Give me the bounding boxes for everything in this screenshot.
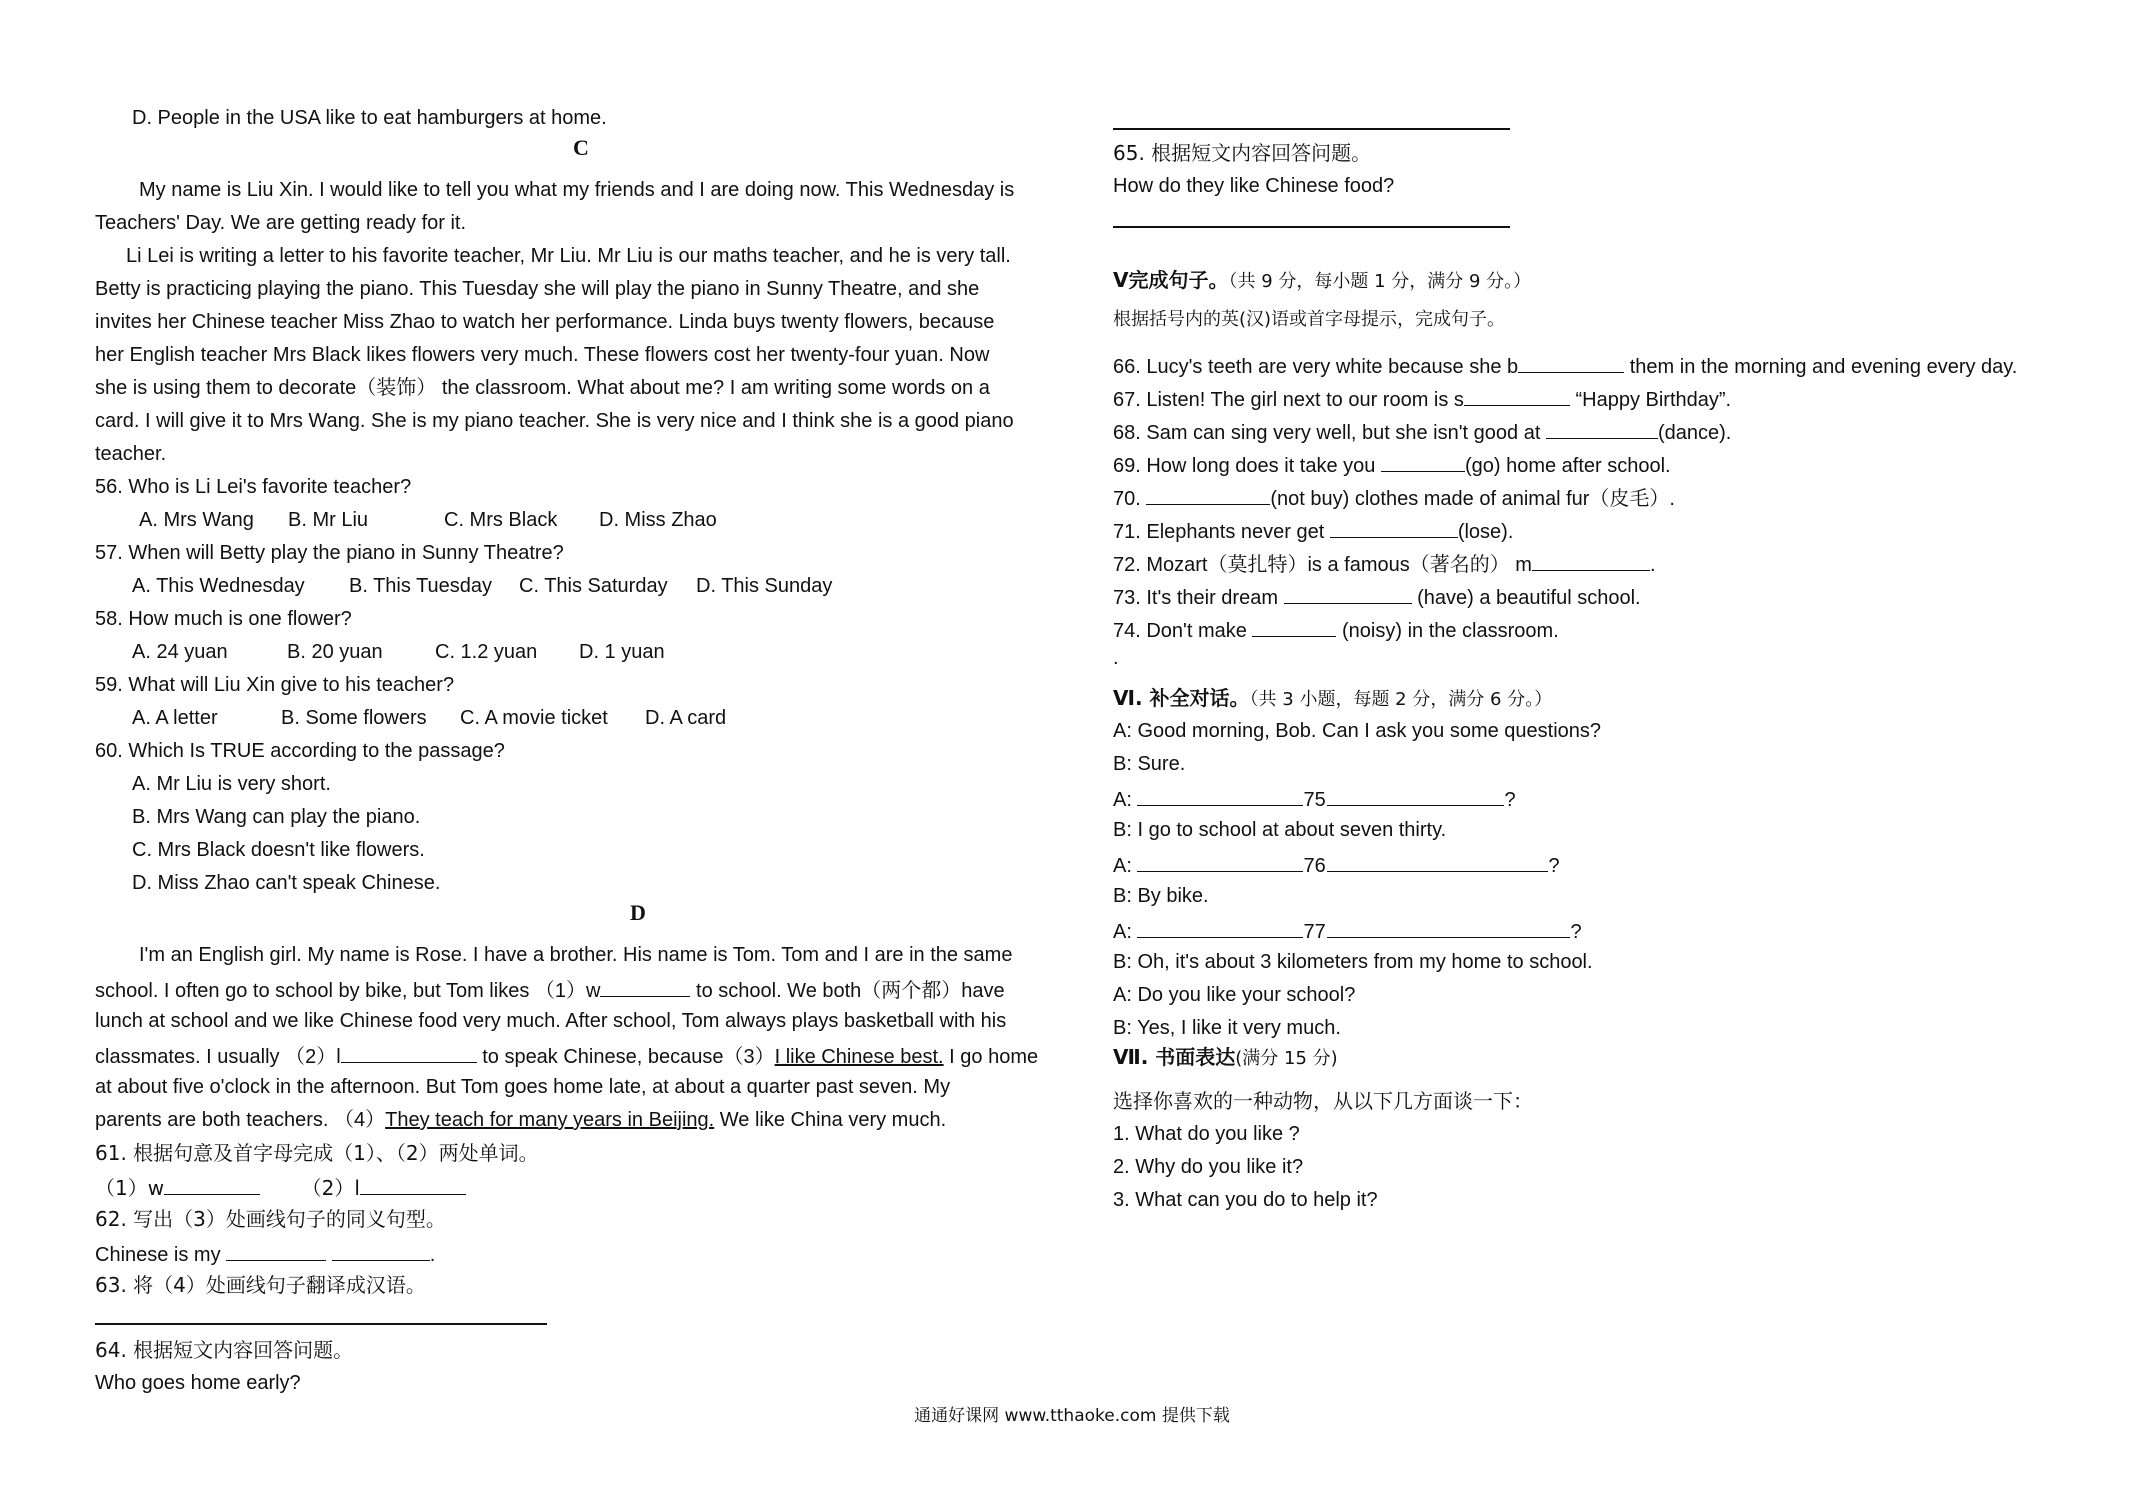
q56-option-d: D. Miss Zhao bbox=[599, 509, 717, 531]
question-58: 58. How much is one flower? bbox=[95, 608, 352, 630]
passage-d-line: I'm an English girl. My name is Rose. I have a brother. His name is Tom. Tom and I are in the same bbox=[139, 944, 1013, 966]
section-7-note: (满分 15 分) bbox=[1235, 1048, 1338, 1069]
footer-source: 通通好课网 www.tthaoke.com 提供下载 bbox=[914, 1406, 1230, 1426]
section-5-title: Ⅴ完成句子。 bbox=[1113, 268, 1229, 292]
q69-text: (go) home after school. bbox=[1464, 455, 1671, 477]
q73-text: 73. It's their dream bbox=[1113, 587, 1284, 609]
dialog-line: B: I go to school at about seven thirty. bbox=[1113, 819, 1447, 841]
passage-d-line: at about five o'clock in the afternoon. But Tom goes home late, at about a quarter past seven. My bbox=[95, 1076, 951, 1098]
q74-blank[interactable] bbox=[1252, 618, 1336, 637]
passage-d-text: We like China very much. bbox=[714, 1109, 947, 1131]
question-67 bbox=[1113, 387, 1731, 410]
question-70 bbox=[1113, 486, 1675, 509]
q71-blank[interactable] bbox=[1330, 519, 1458, 538]
q56-option-c: C. Mrs Black bbox=[444, 509, 558, 531]
question-63: 63. 将（4）处画线句子翻译成汉语。 bbox=[95, 1273, 426, 1297]
underlined-sentence-3: I like Chinese best. bbox=[774, 1046, 944, 1068]
passage-d-line bbox=[95, 1110, 946, 1130]
q59-option-a: A. A letter bbox=[132, 707, 218, 729]
passage-c-line: Li Lei is writing a letter to his favorite teacher, Mr Liu. Mr Liu is our maths teacher, and he is very tall. bbox=[126, 245, 1011, 267]
q74-text: (noisy) in the classroom. bbox=[1336, 620, 1559, 642]
q66-blank[interactable] bbox=[1518, 354, 1624, 373]
q65-question: How do they like Chinese food? bbox=[1113, 175, 1395, 197]
section-7-title: Ⅶ. 书面表达 bbox=[1113, 1045, 1236, 1069]
blank-77-a[interactable] bbox=[1137, 919, 1303, 938]
question-74 bbox=[1113, 618, 1559, 641]
q61-answers bbox=[95, 1176, 466, 1199]
q60-option-b: B. Mrs Wang can play the piano. bbox=[132, 806, 421, 828]
q73-text: (have) a beautiful school. bbox=[1411, 587, 1641, 609]
blank-76-a[interactable] bbox=[1137, 853, 1303, 872]
q62-answer bbox=[95, 1242, 435, 1265]
q58-option-c: C. 1.2 yuan bbox=[435, 641, 538, 663]
question-mark: ? bbox=[1548, 855, 1560, 877]
question-66 bbox=[1113, 354, 2017, 377]
q69-blank[interactable] bbox=[1381, 453, 1465, 472]
q70-text: 70. bbox=[1113, 488, 1147, 510]
question-61: 61. 根据句意及首字母完成（1）、（2）两处单词。 bbox=[95, 1141, 539, 1165]
dialog-line-76 bbox=[1113, 853, 1560, 876]
section-7-instruction: 选择你喜欢的一种动物，从以下几方面谈一下： bbox=[1113, 1089, 1533, 1113]
q68-blank[interactable] bbox=[1546, 420, 1658, 439]
q58-option-b: B. 20 yuan bbox=[287, 641, 383, 663]
q57-option-a: A. This Wednesday bbox=[132, 575, 305, 597]
passage-c-line: Betty is practicing playing the piano. This Tuesday she will play the piano in Sunny Theatre, and she bbox=[95, 278, 980, 300]
passage-c-line: invites her Chinese teacher Miss Zhao to watch her performance. Linda buys twenty flowers, because bbox=[95, 311, 995, 333]
section-d-title: D bbox=[630, 900, 646, 925]
dialog-line-77 bbox=[1113, 919, 1582, 942]
q61-blank-1[interactable] bbox=[164, 1176, 260, 1195]
speaker-a: A: bbox=[1113, 921, 1138, 943]
underlined-sentence-4: They teach for many years in Beijing. bbox=[385, 1109, 715, 1131]
speaker-a: A: bbox=[1113, 855, 1138, 877]
dialog-line: B: Sure. bbox=[1113, 753, 1186, 775]
passage-d-line: lunch at school and we like Chinese food very much. After school, Tom always plays basketball with his bbox=[95, 1010, 1007, 1032]
q71-text: (lose). bbox=[1457, 521, 1514, 543]
passage-c-line: her English teacher Mrs Black likes flowers very much. These flowers cost her twenty-four yuan. Now bbox=[95, 344, 990, 366]
passage-d-line bbox=[95, 978, 1005, 1001]
q65-answer-line[interactable] bbox=[1113, 226, 1510, 228]
q61-label-1: （1）w bbox=[95, 1176, 165, 1200]
dialog-line: B: Oh, it's about 3 kilometers from my home to school. bbox=[1113, 951, 1593, 973]
section-6-note: （共 3 小题，每题 2 分，满分 6 分。） bbox=[1249, 689, 1553, 710]
section-5-header bbox=[1113, 270, 1531, 291]
q74-text: 74. Don't make bbox=[1113, 620, 1253, 642]
q59-option-d: D. A card bbox=[645, 707, 727, 729]
q62-blank-1[interactable] bbox=[226, 1242, 326, 1261]
q68-text: 68. Sam can sing very well, but she isn't good at bbox=[1113, 422, 1546, 444]
q60-option-c: C. Mrs Black doesn't like flowers. bbox=[132, 839, 425, 861]
question-59: 59. What will Liu Xin give to his teacher? bbox=[95, 674, 455, 696]
blank-75-b[interactable] bbox=[1327, 787, 1504, 806]
question-65: 65. 根据短文内容回答问题。 bbox=[1113, 141, 1372, 165]
q70-blank[interactable] bbox=[1146, 486, 1270, 505]
section-5-instruction: 根据括号内的英(汉)语或首字母提示，完成句子。 bbox=[1113, 309, 1506, 330]
q60-option-d: D. Miss Zhao can't speak Chinese. bbox=[132, 872, 441, 894]
q67-blank[interactable] bbox=[1464, 387, 1570, 406]
q72-text: 72. Mozart（莫扎特）is a famous（著名的） m bbox=[1113, 554, 1532, 576]
q66-text: them in the morning and evening every day. bbox=[1624, 356, 2018, 378]
blank-1[interactable] bbox=[600, 978, 690, 997]
q62-period: . bbox=[429, 1244, 436, 1266]
q61-label-2: （2）l bbox=[301, 1176, 360, 1200]
writing-prompt: 3. What can you do to help it? bbox=[1113, 1189, 1378, 1211]
q66-text: 66. Lucy's teeth are very white because she b bbox=[1113, 356, 1519, 378]
num-77: 77 bbox=[1303, 921, 1326, 943]
q57-option-d: D. This Sunday bbox=[696, 575, 833, 597]
q62-blank-2[interactable] bbox=[332, 1242, 430, 1261]
q60-option-a: A. Mr Liu is very short. bbox=[132, 773, 331, 795]
q61-blank-2[interactable] bbox=[360, 1176, 466, 1195]
passage-d-line bbox=[95, 1044, 1038, 1067]
writing-prompt: 1. What do you like ? bbox=[1113, 1123, 1300, 1145]
blank-76-b[interactable] bbox=[1327, 853, 1548, 872]
question-72 bbox=[1113, 552, 1656, 575]
q58-option-d: D. 1 yuan bbox=[579, 641, 665, 663]
q72-blank[interactable] bbox=[1532, 552, 1650, 571]
stray-dot: . bbox=[1113, 647, 1119, 669]
blank-77-b[interactable] bbox=[1327, 919, 1570, 938]
question-71 bbox=[1113, 519, 1513, 542]
section-6-title: Ⅵ. 补全对话。 bbox=[1113, 686, 1250, 710]
q56-option-b: B. Mr Liu bbox=[288, 509, 369, 531]
dialog-line: B: Yes, I like it very much. bbox=[1113, 1017, 1341, 1039]
passage-c-line: she is using them to decorate（装饰） the classroom. What about me? I am writing some words on a bbox=[95, 377, 990, 399]
question-56: 56. Who is Li Lei's favorite teacher? bbox=[95, 476, 412, 498]
passage-c-line: teacher. bbox=[95, 443, 167, 465]
passage-d-text: parents are both teachers. （4） bbox=[95, 1109, 386, 1131]
passage-c-line: card. I will give it to Mrs Wang. She is my piano teacher. She is very nice and I think she is a good piano bbox=[95, 410, 1014, 432]
question-mark: ? bbox=[1504, 789, 1516, 811]
question-mark: ? bbox=[1570, 921, 1582, 943]
passage-c-line: My name is Liu Xin. I would like to tell you what my friends and I are doing now. This Wednesday is bbox=[139, 179, 1015, 201]
question-62: 62. 写出（3）处画线句子的同义句型。 bbox=[95, 1207, 446, 1231]
dialog-line: A: Good morning, Bob. Can I ask you some questions? bbox=[1113, 720, 1602, 742]
q70-text: (not buy) clothes made of animal fur（皮毛）. bbox=[1270, 488, 1675, 510]
q67-text: “Happy Birthday”. bbox=[1569, 389, 1732, 411]
q73-blank[interactable] bbox=[1284, 585, 1412, 604]
passage-d-text: school. I often go to school by bike, but Tom likes （1）w bbox=[95, 980, 601, 1002]
blank-75-a[interactable] bbox=[1137, 787, 1303, 806]
q69-text: 69. How long does it take you bbox=[1113, 455, 1381, 477]
question-68 bbox=[1113, 420, 1731, 443]
passage-d-text: I go home bbox=[943, 1046, 1039, 1068]
section-6-header bbox=[1113, 688, 1552, 709]
question-64: 64. 根据短文内容回答问题。 bbox=[95, 1338, 354, 1362]
q64-question: Who goes home early? bbox=[95, 1372, 301, 1394]
passage-d-text: to school. We both（两个都）have bbox=[696, 980, 1005, 1002]
q59-option-b: B. Some flowers bbox=[281, 707, 427, 729]
question-57: 57. When will Betty play the piano in Sunny Theatre? bbox=[95, 542, 564, 564]
num-75: 75 bbox=[1303, 789, 1326, 811]
q57-option-b: B. This Tuesday bbox=[349, 575, 493, 597]
num-76: 76 bbox=[1303, 855, 1326, 877]
q67-text: 67. Listen! The girl next to our room is s bbox=[1113, 389, 1464, 411]
speaker-a: A: bbox=[1113, 789, 1138, 811]
passage-d-text: classmates. I usually （2）l bbox=[95, 1046, 341, 1068]
question-69 bbox=[1113, 453, 1671, 476]
dialog-line-75 bbox=[1113, 787, 1516, 810]
q64-answer-line[interactable] bbox=[1113, 128, 1510, 130]
question-60: 60. Which Is TRUE according to the passage? bbox=[95, 740, 505, 762]
q68-text: (dance). bbox=[1657, 422, 1732, 444]
section-7-header bbox=[1113, 1047, 1338, 1068]
dialog-line: A: Do you like your school? bbox=[1113, 984, 1356, 1006]
blank-2[interactable] bbox=[341, 1044, 477, 1063]
q71-text: 71. Elephants never get bbox=[1113, 521, 1330, 543]
q57-option-c: C. This Saturday bbox=[519, 575, 668, 597]
q62-prefix: Chinese is my bbox=[95, 1244, 221, 1266]
writing-prompt: 2. Why do you like it? bbox=[1113, 1156, 1304, 1178]
q56-option-a: A. Mrs Wang bbox=[139, 509, 254, 531]
passage-d-text: to speak Chinese, because（3） bbox=[482, 1046, 775, 1068]
q72-text: . bbox=[1649, 554, 1656, 576]
section-5-note: （共 9 分，每小题 1 分，满分 9 分。） bbox=[1228, 271, 1532, 292]
previous-option-d: D. People in the USA like to eat hamburgers at home. bbox=[132, 107, 607, 129]
section-c-title: C bbox=[573, 135, 589, 160]
question-73 bbox=[1113, 585, 1641, 608]
q59-option-c: C. A movie ticket bbox=[460, 707, 608, 729]
dialog-line: B: By bike. bbox=[1113, 885, 1209, 907]
q58-option-a: A. 24 yuan bbox=[132, 641, 228, 663]
q63-answer-line[interactable] bbox=[95, 1323, 547, 1325]
passage-c-line: Teachers' Day. We are getting ready for it. bbox=[95, 212, 467, 234]
